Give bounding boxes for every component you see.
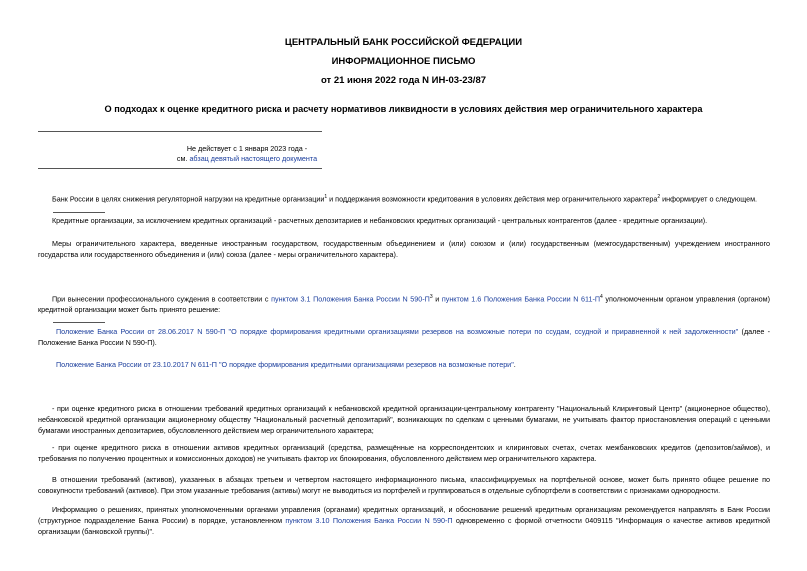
intro-text-1: Банк России в целях снижения регуляторной нагрузки на кредитные организации	[52, 194, 325, 204]
footnote-3-link[interactable]: Положение Банка России от 28.06.2017 N 590-П "О порядке формирования кредитными организациями резервов на возможные потери по ссудам, ссудной и приравненной к ней задолженности"	[56, 327, 739, 336]
doc-title: О подходах к оценке кредитного риска и расчету нормативов ликвидности в условиях действия мер ограничительного характера	[104, 104, 703, 114]
footnote-4-tail: .	[513, 360, 516, 369]
footnote-1	[38, 215, 770, 226]
link-590p-3-10[interactable]: пунктом 3.10 Положения Банка России N 590-П	[285, 516, 453, 525]
footnote-separator-a	[53, 212, 105, 213]
body-paragraph-2: - при оценке кредитного риска в отношении активов кредитных организаций (средства, размещённые на корреспондентских и клиринговых счетах, счетах межбанковских кредитов (депозитов/займов), и требования по получению процентных и комиссионных доходов) не учитывать фактор их блокирования, обусловленного действием мер ограничительного характера.	[38, 443, 770, 463]
footnote-1-text: Кредитные организации, за исключением кредитных организаций - расчетных депозитариев и небанковских кредитных организаций - центральных контрагентов (далее - кредитные организации).	[52, 216, 708, 225]
footnote-4	[38, 359, 770, 370]
footnote-2	[38, 238, 770, 260]
footnote-ref-1[interactable]: 1	[324, 194, 328, 200]
intro-paragraph	[38, 192, 770, 204]
footnote-ref-3[interactable]: 3	[429, 294, 433, 300]
judgment-paragraph	[38, 292, 770, 315]
doc-type: ИНФОРМАЦИОННОЕ ПИСЬМО	[331, 56, 476, 67]
footnote-ref-4[interactable]: 4	[600, 294, 603, 300]
notice-ref	[38, 153, 456, 164]
body-paragraph-4-text-2: одновременно с формой отчетности 0409115 "Информация о качестве активов кредитной организации (банковской группы)".	[38, 516, 770, 536]
notice-bottom-rule	[38, 168, 322, 169]
body-paragraph-1: - при оценке кредитного риска в отношении требований кредитных организаций к небанковской кредитной организации-центральному контрагенту "Национальный Клиринговый Центр" (акционерное общество), небанковской кредитной организации акционерному обществу "Национальный расчетный депозитарий", возникающих по сделкам с ценными бумагами, не учитывать фактор приостановления операций с ценными бумагами иностранных депозитариев, обусловленного действием мер ограничительного характера;	[38, 404, 770, 435]
footnote-3	[38, 326, 770, 348]
body-paragraph-4	[38, 504, 770, 537]
footnote-separator-b	[53, 322, 105, 323]
link-590p-3-1[interactable]: пунктом 3.1 Положения Банка России N 590-П	[271, 294, 430, 304]
notice-ref-prefix: см.	[176, 154, 188, 163]
notice-ref-link[interactable]: абзац девятый настоящего документа	[189, 154, 318, 163]
judgment-text-1: При вынесении профессионального суждения в соответствии с	[52, 294, 269, 304]
intro-text-3: информирует о следующем.	[662, 194, 758, 204]
footnote-3-tail: (далее - Положение Банка России N 590-П).	[38, 327, 771, 347]
body-paragraph-4-text-1: Информацию о решениях, принятых уполномоченными органами управления (органами) кредитных организаций, и обоснование решений кредитным организациям рекомендуется направлять в Банк России (структурное подразделение Банка России) в порядке, установленном	[38, 505, 770, 525]
footnote-4-link[interactable]: Положение Банка России от 23.10.2017 N 611-П "О порядке формирования кредитными организациями резервов на возможные потери"	[56, 360, 514, 369]
footnote-ref-2[interactable]: 2	[657, 194, 661, 200]
issuer-org: ЦЕНТРАЛЬНЫЙ БАНК РОССИЙСКОЙ ФЕДЕРАЦИИ	[284, 37, 523, 48]
judgment-text-2: и	[435, 294, 440, 304]
body-paragraph-3: В отношении требований (активов), указанных в абзацах третьем и четвертом настоящего информационного письма, классифицируемых на портфельной основе, может быть принято общее решение по совокупности требований (активов). При этом указанные требования (активы) могут не выводиться из портфелей и группироваться в отдельные субпортфели в соответствии с признаками однородности.	[38, 475, 770, 495]
footnote-2-text: Меры ограничительного характера, введенные иностранным государством, государственным объединением и (или) союзом и (или) государственным (межгосударственным) учреждением иностранного государства или государственного объединения и (или) союза (далее - меры ограничительного характера).	[38, 239, 770, 259]
link-611p-1-6[interactable]: пунктом 1.6 Положения Банка России N 611-П	[441, 294, 601, 304]
intro-text-2: и поддержания возможности кредитования в условиях действия мер ограничительного характера	[329, 194, 658, 204]
doc-date-number: от 21 июня 2022 года N ИН-03-23/87	[320, 75, 487, 86]
notice-line: Не действует с 1 января 2023 года -	[186, 144, 308, 153]
notice-top-rule	[38, 131, 322, 132]
judgment-text-3: уполномоченным органом управления (органом) кредитной организации может быть принято решение:	[38, 294, 770, 315]
